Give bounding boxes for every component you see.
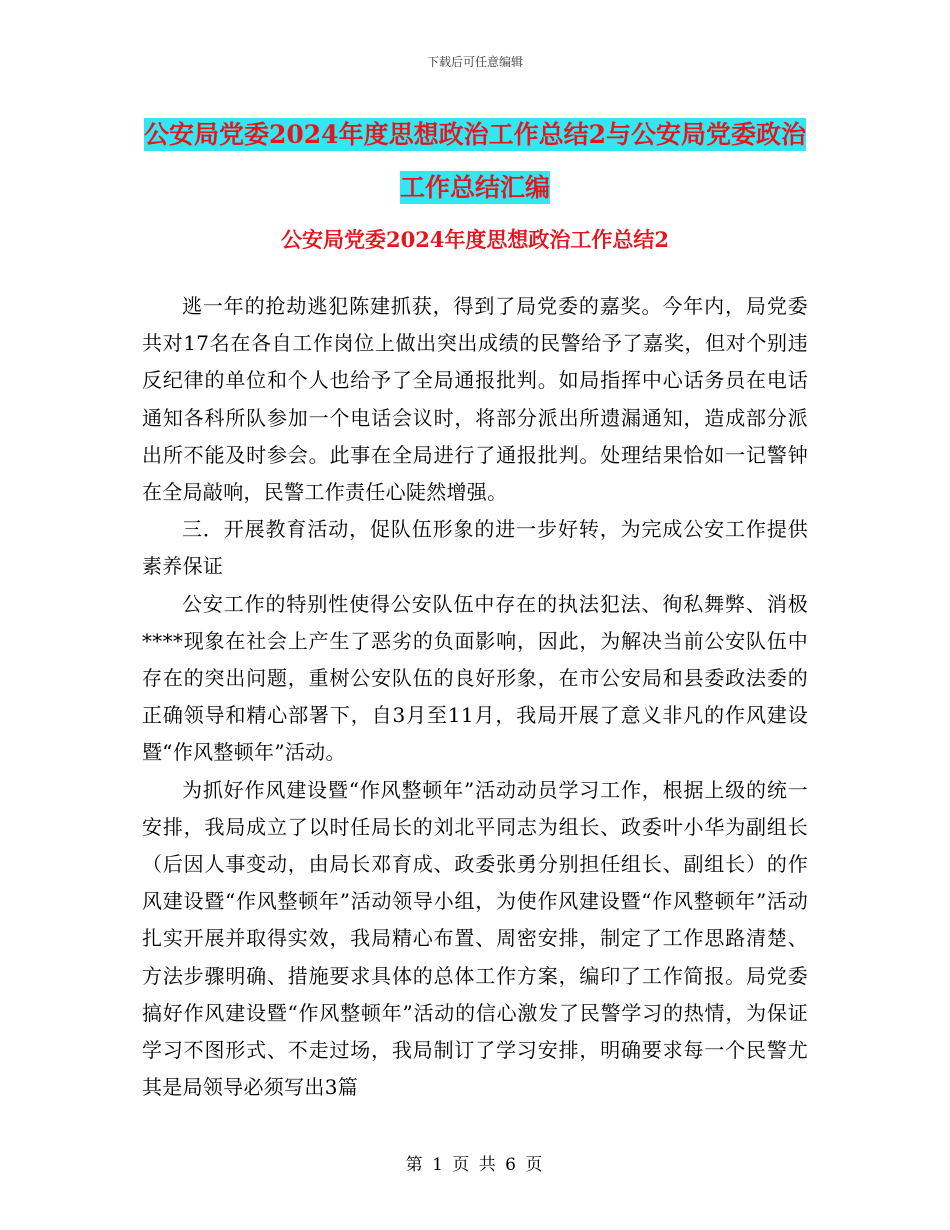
main-title-text: 公安局党委2024年度思想政治工作总结2与公安局党委政治工作总结汇编 [144, 120, 806, 202]
paragraph: 为抓好作风建设暨“作风整顿年”活动动员学习工作，根据上级的统一安排，我局成立了以时任局长的刘北平同志为组长、政委叶小华为副组长（后因人事变动，由局长邓育成、政委张勇分别担任组长、副组长）的作风建设暨“作风整顿年”活动领导小组，为使作风建设暨“作风整顿年”活动扎实开展并取得实效，我局精心布置、周密安排，制定了工作思路清楚、方法步骤明确、措施要求具体的总体工作方案，编印了工作简报。局党委搞好作风建设暨“作风整顿年”活动的信心激发了民警学习的热情，为保证学习不图形式、不走过场，我局制订了学习安排，明确要求每一个民警尤其是局领导必须写出3篇 [142, 777, 808, 1100]
paragraph: 公安工作的特别性使得公安队伍中存在的执法犯法、徇私舞弊、消极****现象在社会上产生了恶劣的负面影响，因此，为解决当前公安队伍中存在的突出问题，重树公安队伍的良好形象，在市公安局和县委政法委的正确领导和精心部署下，自3月至11月，我局开展了意义非凡的作风建设暨“作风整顿年”活动。 [142, 591, 808, 765]
document-main-title [140, 108, 810, 214]
paragraph: 三．开展教育活动，促队伍形象的进一步好转，为完成公安工作提供素养保证 [142, 517, 808, 579]
page-number: 第 1 页 共 6 页 [405, 1155, 545, 1175]
paragraph: 逃一年的抢劫逃犯陈建抓获，得到了局党委的嘉奖。今年内，局党委共对17名在各自工作岗位上做出突出成绩的民警给予了嘉奖，但对个别违反纪律的单位和个人也给予了全局通报批判。如局指挥中心话务员在电话通知各科所队参加一个电话会议时，将部分派出所遗漏通知，造成部分派出所不能及时参会。此事在全局进行了通报批判。处理结果恰如一记警钟在全局敲响，民警工作责任心陡然增强。 [142, 294, 808, 505]
document-body [142, 288, 808, 1106]
header-note: 下载后可任意编辑 [426, 55, 523, 69]
section-title: 公安局党委2024年度思想政治工作总结2 [280, 227, 670, 252]
